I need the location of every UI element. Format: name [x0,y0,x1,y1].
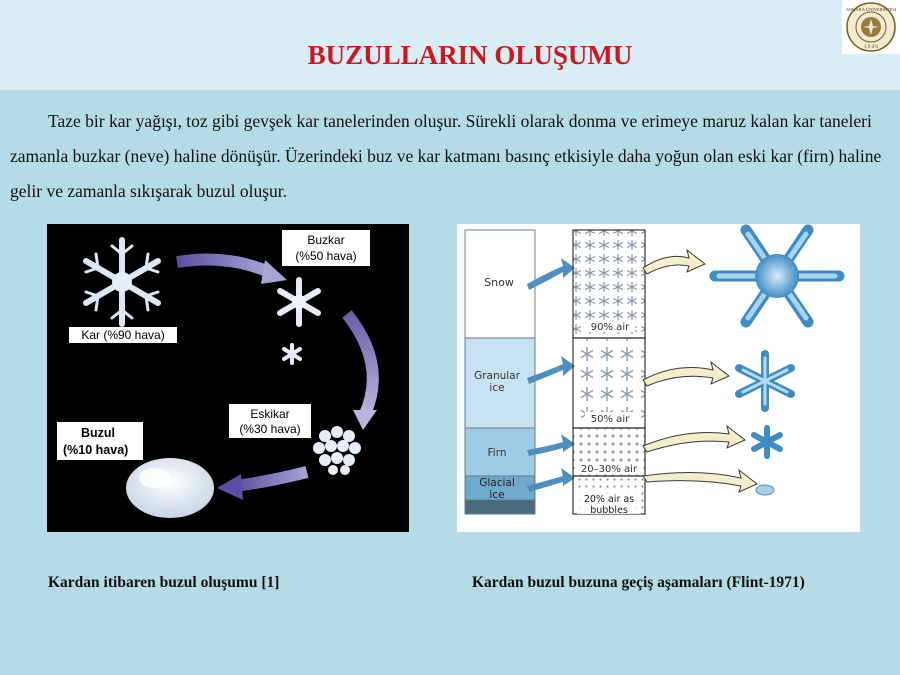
layer-glacial-label-2: ice [489,489,505,501]
label-buzul: Buzul [81,426,116,440]
firn-grains-icon [313,426,361,475]
arrow-icon [353,410,377,430]
caption-right: Kardan buzul buzuna geçiş aşamaları (Flint-1971) [472,574,805,591]
air-20-label-2: bubbles [590,505,628,516]
arrow-icon [217,474,243,500]
glacial-ice-icon [756,485,774,495]
label-buzkar-air: (%50 hava) [295,249,357,263]
small-snowflake-icon [284,345,300,363]
layer-snow-label: Snow [484,276,514,289]
layer-firn-label: Firn [487,447,507,459]
label-eskikar: Eskikar [250,407,290,421]
air-20-label: 20% air as [583,494,635,505]
glacier-ice-icon [126,458,214,518]
air-50-label: 50% air [590,414,630,425]
layer-granular-label: Granular [474,370,520,382]
label-kar: Kar (%90 hava) [81,328,165,342]
layer-glacial-label: Glacial [479,477,515,489]
intro-text: Taze bir kar yağışı, toz gibi gevşek kar tanelerinden oluşur. Sürekli olarak donma ve erimeye maruz kalan kar taneleri zamanla buzkar (neve) haline dönüşür. Üzerindeki buz ve kar katmanı basınç etkisiyle daha yoğun olan eski kar (firn) haline gelir ve zamanla sıkışarak buzul oluşur. [10,111,882,201]
granular-crystal-icon [739,354,791,408]
university-logo [842,0,900,54]
snowflake-crystal-icon [715,230,839,322]
air-2030-label: 20–30% air [580,464,638,475]
cycle-diagram [47,224,409,532]
label-buzul-air: (%10 hava) [63,443,129,457]
snow-to-glacier-cycle-figure [47,224,409,532]
snow-layers-figure [457,224,860,532]
granular-snowflake-icon [280,280,318,324]
caption-left: Kardan itibaren buzul oluşumu [1] [48,574,280,591]
slide-title: BUZULLARIN OLUŞUMU [307,40,633,70]
label-eskikar-air: (%30 hava) [239,422,301,436]
air-90-label: 90% air [590,322,630,333]
snowflake-icon [86,240,158,324]
label-buzkar: Buzkar [307,233,345,247]
layers-diagram [457,224,860,532]
firn-crystal-icon [754,428,780,456]
intro-paragraph [10,104,892,209]
logo-text: ANKARA ÜNİVERSİTESİ [845,7,897,12]
university-seal-icon [842,0,900,54]
layer-granular-label-2: ice [489,382,505,394]
logo-year: 1 9 4 6 [864,45,878,50]
